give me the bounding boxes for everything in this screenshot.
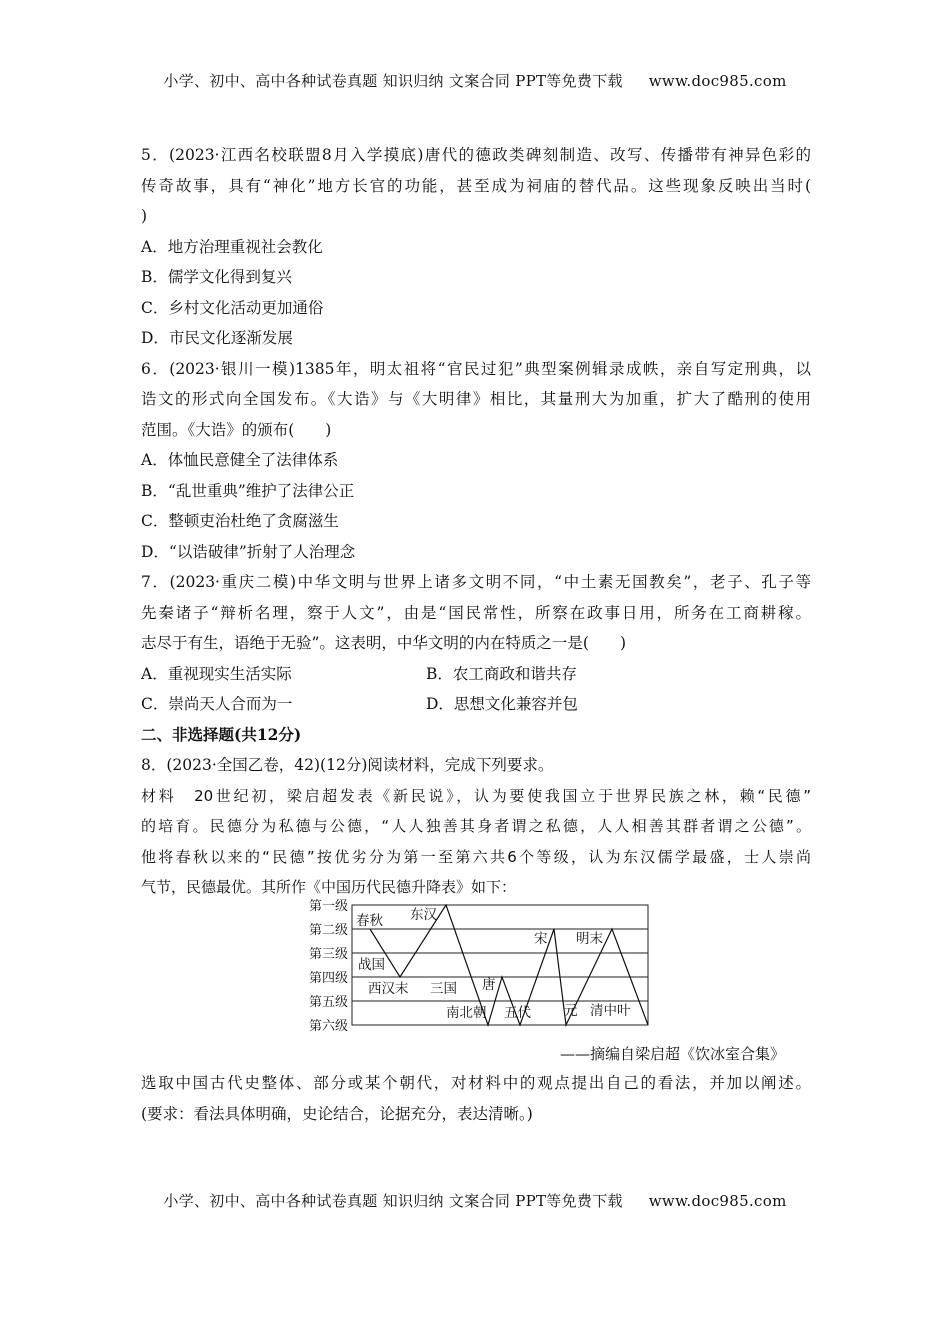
point-label-明末: 明末 [576,931,603,947]
y-label-5: 第五级 [308,995,348,1010]
q7-option-a: A．重视现实生活实际 [141,664,292,683]
y-label-4: 第四级 [308,971,348,986]
point-label-南北朝: 南北朝 [446,1005,487,1021]
page-header [0,70,950,91]
header-text: 小学、初中、高中各种试卷真题 知识归纳 文案合同 PPT等免费下载 [163,72,623,90]
q6-line1: 6．(2023·银川一模)1385年，明太祖将“官民过犯”典型案例辑录成帙，亲自写定刑典，以 [141,359,811,378]
footer-site: www.doc985.com [648,1192,787,1210]
section-title: 二、非选择题(共12分) [141,724,302,744]
point-label-西汉末: 西汉末 [368,981,409,997]
point-label-宋: 宋 [534,931,548,947]
header-site: www.doc985.com [648,72,787,90]
q8-material-line3: 他将春秋以来的“民德”按优劣分为第一至第六共6个等级，认为东汉儒学最盛，士人崇尚 [141,847,811,866]
page-footer [0,1190,950,1211]
q6-option-b: B．“乱世重典”维护了法律公正 [141,481,355,500]
q6-option-d: D．“以诰破律”折射了人治理念 [141,542,356,561]
point-label-东汉: 东汉 [410,907,437,923]
q7-option-d: D．思想文化兼容并包 [426,695,578,713]
q7-option-b: B．农工商政和谐共存 [426,664,577,683]
q8-task [141,1068,811,1129]
q5-option-a: A．地方治理重视社会教化 [141,237,323,256]
question-content [141,140,811,903]
y-label-2: 第二级 [308,923,348,938]
q6-option-a: A．体恤民意健全了法律体系 [141,451,339,469]
q8-material-line4: 气节，民德最优。其所作《中国历代民德升降表》如下： [141,878,517,896]
point-label-元: 元 [564,1003,578,1019]
point-label-三国: 三国 [430,981,457,997]
y-label-6: 第六级 [308,1019,348,1034]
y-label-1: 第一级 [308,899,348,914]
q7-options-row1 [141,659,811,690]
q7-line2: 先秦诸子“辩析名理，察于人文”，由是“国民常性，所察在政事日用，所务在工商耕稼。 [141,603,811,622]
q5-line1: 5．(2023·江西名校联盟8月入学摸底)唐代的德政类碑刻制造、改写、传播带有神异色彩的 [141,146,811,164]
point-label-唐: 唐 [482,977,496,993]
minde-chart-svg [296,895,656,1035]
q7-line3: 志尽于有生，语绝于无验”。这表明，中华文明的内在特质之一是( ) [141,634,627,652]
q6-line3: 范围。《大诰》的颁布( ) [141,420,332,439]
q5-option-b: B．儒学文化得到复兴 [141,268,292,286]
q7-options-row2 [141,689,811,720]
q5-line3: ) [141,207,148,225]
q7-line1: 7．(2023·重庆二模)中华文明与世界上诸多文明不同，“中土素无国教矣”，老子、孔子等 [141,573,811,591]
material-source: ——摘编自梁启超《饮冰室合集》 [560,1045,786,1063]
q7-option-c: C．崇尚天人合而为一 [141,695,293,713]
q5-option-c: C．乡村文化活动更加通俗 [141,298,324,317]
point-label-五代: 五代 [504,1005,531,1021]
point-label-战国: 战国 [358,957,385,973]
q5-line2: 传奇故事，具有“神化”地方长官的功能，甚至成为祠庙的替代品。这些现象反映出当时( [141,176,811,195]
q6-option-c: C．整顿吏治杜绝了贪腐滋生 [141,512,339,530]
q8-line1: 8．(2023·全国乙卷，42)(12分)阅读材料，完成下列要求。 [141,756,554,774]
q8-task-line1: 选取中国古代史整体、部分或某个朝代，对材料中的观点提出自己的看法，并加以阐述。 [141,1074,811,1092]
minde-chart [296,895,656,1035]
q8-task-line2: (要求：看法具体明确，史论结合，论据充分，表达清晰。) [141,1104,533,1123]
point-label-清中叶: 清中叶 [590,1003,631,1019]
y-label-3: 第三级 [308,947,348,962]
point-label-春秋: 春秋 [356,913,383,929]
q8-material-line1: 材料 20世纪初，梁启超发表《新民说》，认为要使我国立于世界民族之林，赖“民德” [141,786,811,805]
footer-text: 小学、初中、高中各种试卷真题 知识归纳 文案合同 PPT等免费下载 [163,1192,623,1210]
q5-option-d: D．市民文化逐渐发展 [141,329,293,347]
q6-line2: 诰文的形式向全国发布。《大诰》与《大明律》相比，其量刑大为加重，扩大了酷刑的使用 [141,390,811,408]
q8-material-line2: 的培育。民德分为私德与公德，“人人独善其身者谓之私德，人人相善其群者谓之公德”。 [141,817,811,835]
